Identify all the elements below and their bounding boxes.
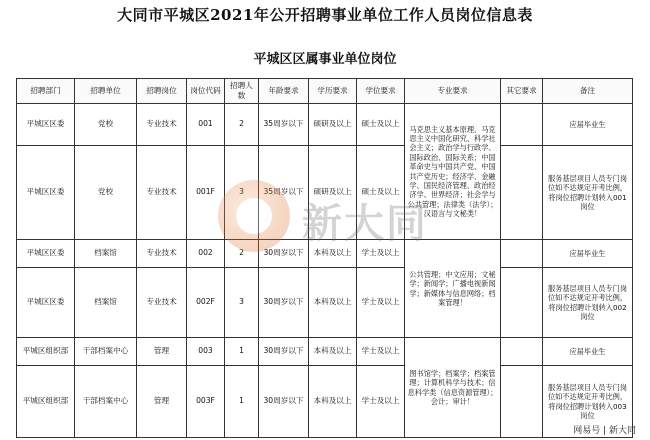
cell-other bbox=[501, 240, 543, 268]
cell-age: 30周岁以下 bbox=[259, 366, 309, 438]
major-text-part-1: 马克思主义基本原理、马克思主义中国化研究、科学社会主义；政治学与行政学、国际政治、国际关系；中国革命史与中国共产党 bbox=[409, 124, 496, 172]
cell-age: 35周岁以下 bbox=[259, 146, 309, 240]
cell-age: 35周岁以下 bbox=[259, 104, 309, 146]
cell-post: 专业技术 bbox=[137, 240, 187, 268]
cell-remark: 应届毕业生 bbox=[543, 338, 633, 366]
cell-other bbox=[501, 146, 543, 240]
cell-post: 专业技术 bbox=[137, 268, 187, 338]
header-remark: 备注 bbox=[543, 79, 633, 104]
cell-count: 1 bbox=[225, 366, 259, 438]
cell-unit: 党校 bbox=[75, 104, 137, 146]
cell-major-merged bbox=[405, 240, 501, 338]
cell-count: 3 bbox=[225, 146, 259, 240]
cell-dept: 平城区区委 bbox=[17, 268, 75, 338]
cell-dept: 平城区区委 bbox=[17, 104, 75, 146]
cell-code: 001 bbox=[187, 104, 225, 146]
cell-other bbox=[501, 104, 543, 146]
cell-education: 本科及以上 bbox=[309, 366, 357, 438]
cell-other bbox=[501, 366, 543, 438]
cell-remark: 应届毕业生 bbox=[543, 104, 633, 146]
cell-education: 本科及以上 bbox=[309, 268, 357, 338]
cell-degree: 学士及以上 bbox=[357, 240, 405, 268]
cell-unit: 档案馆 bbox=[75, 268, 137, 338]
cell-code: 002 bbox=[187, 240, 225, 268]
table-row bbox=[17, 240, 633, 268]
table-row bbox=[17, 268, 633, 338]
cell-other bbox=[501, 338, 543, 366]
positions-table bbox=[16, 78, 633, 438]
cell-remark: 服务基层项目人员专门岗位如不达规定开考比例，将岗位招聘计划转入003岗位 bbox=[543, 366, 633, 438]
cell-major-merged bbox=[405, 104, 501, 240]
cell-degree: 学士及以上 bbox=[357, 268, 405, 338]
cell-unit: 档案馆 bbox=[75, 240, 137, 268]
cell-unit: 干部档案中心 bbox=[75, 366, 137, 438]
cell-count: 3 bbox=[225, 268, 259, 338]
cell-degree: 硕士及以上 bbox=[357, 104, 405, 146]
header-major: 专业要求 bbox=[405, 79, 501, 104]
section-subtitle: 平城区区属事业单位岗位 bbox=[253, 52, 397, 67]
cell-degree: 学士及以上 bbox=[357, 366, 405, 438]
cell-education: 本科及以上 bbox=[309, 338, 357, 366]
header-degree: 学位要求 bbox=[357, 79, 405, 104]
cell-unit: 干部档案中心 bbox=[75, 338, 137, 366]
cell-dept: 平城区组织部 bbox=[17, 366, 75, 438]
cell-age: 30周岁以下 bbox=[259, 240, 309, 268]
header-code: 岗位代码 bbox=[187, 79, 225, 104]
cell-post: 专业技术 bbox=[137, 146, 187, 240]
header-age: 年龄要求 bbox=[259, 79, 309, 104]
cell-major-merged bbox=[405, 338, 501, 438]
table-row bbox=[17, 146, 633, 240]
header-dept: 招聘部门 bbox=[17, 79, 75, 104]
cell-education: 本科及以上 bbox=[309, 240, 357, 268]
cell-degree: 学士及以上 bbox=[357, 338, 405, 366]
cell-age: 30周岁以下 bbox=[259, 338, 309, 366]
watermark-text: 新大同 bbox=[302, 201, 428, 247]
table-row bbox=[17, 338, 633, 366]
major-text: 公共管理；中文应用；文秘学；新闻学；广播电视新闻学；新媒体与信息网络；档案管理！ bbox=[409, 269, 496, 307]
cell-count: 1 bbox=[225, 338, 259, 366]
cell-post: 管理 bbox=[137, 366, 187, 438]
cell-count: 2 bbox=[225, 104, 259, 146]
cell-other bbox=[501, 268, 543, 338]
cell-dept: 平城区区委 bbox=[17, 146, 75, 240]
cell-code: 001F bbox=[187, 146, 225, 240]
cell-dept: 平城区组织部 bbox=[17, 338, 75, 366]
table-header-row bbox=[17, 79, 633, 104]
cell-degree: 硕士及以上 bbox=[357, 146, 405, 240]
header-unit: 招聘单位 bbox=[75, 79, 137, 104]
header-post: 招聘岗位 bbox=[137, 79, 187, 104]
cell-code: 003F bbox=[187, 366, 225, 438]
cell-dept: 平城区区委 bbox=[17, 240, 75, 268]
cell-remark: 应届毕业生 bbox=[543, 240, 633, 268]
major-text-part-2: 、中国共产党历史；经济学、金融学、国民经济管理、政治经济学、世界经济；社会学与公共管理；法律类（法学）；汉语言与文秘类！ bbox=[407, 162, 498, 218]
cell-education: 硕研及以上 bbox=[309, 104, 357, 146]
cell-code: 003 bbox=[187, 338, 225, 366]
table-row bbox=[17, 104, 633, 146]
page-title: 大同市平城区2021年公开招聘事业单位工作人员岗位信息表 bbox=[117, 6, 533, 24]
cell-post: 专业技术 bbox=[137, 104, 187, 146]
cell-code: 002F bbox=[187, 268, 225, 338]
header-count: 招聘人数 bbox=[225, 79, 259, 104]
header-education: 学历要求 bbox=[309, 79, 357, 104]
header-other: 其它要求 bbox=[501, 79, 543, 104]
table-row bbox=[17, 366, 633, 438]
cell-age: 30周岁以下 bbox=[259, 268, 309, 338]
source-credit: 网易号 | 新大同 bbox=[573, 426, 636, 436]
cell-count: 2 bbox=[225, 240, 259, 268]
cell-remark: 服务基层项目人员专门岗位如不达规定开考比例，将岗位招聘计划转入002岗位 bbox=[543, 268, 633, 338]
major-text: 图书馆学；档案学；档案管理；计算机科学与技术；信息科学类（信息资源管理）；会计；审计！ bbox=[407, 368, 498, 406]
cell-post: 管理 bbox=[137, 338, 187, 366]
cell-remark: 服务基层项目人员专门岗位如不达规定开考比例，将岗位招聘计划转入001岗位 bbox=[543, 146, 633, 240]
cell-education: 硕研及以上 bbox=[309, 146, 357, 240]
cell-unit: 党校 bbox=[75, 146, 137, 240]
